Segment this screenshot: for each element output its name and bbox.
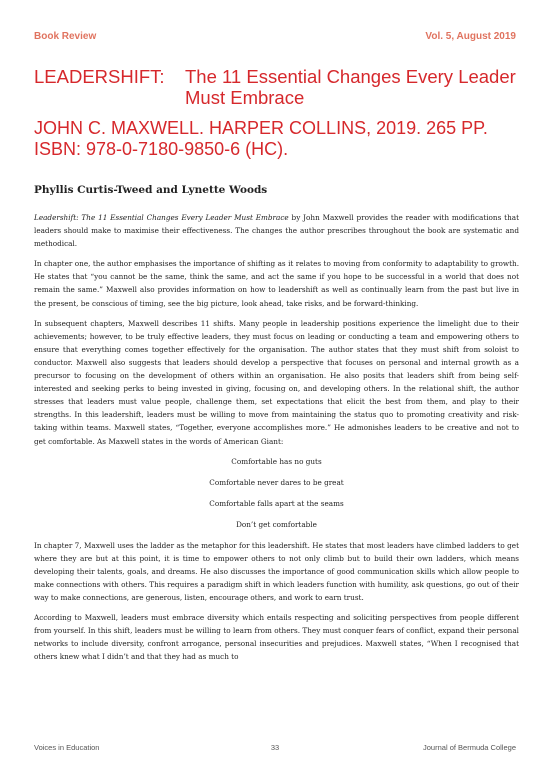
title-label: LEADERSHIFT: (34, 66, 165, 87)
poem-line: Comfortable has no guts (231, 456, 322, 466)
paragraph-5: According to Maxwell, leaders must embrace diversity which entails respecting and soliciting perspectives from people different from yourself. In this shift, leaders must be willing to learn from others. They must conquer fears of conflict, expand their personal networks to include diversity, confront arrogance, personal insecurities and prejudices. Maxwell states, “When I recognised that others knew what I didn’t and that they had as much to (34, 613, 519, 662)
review-authors: Phyllis Curtis-Tweed and Lynette Woods (34, 184, 268, 196)
paragraph-1-text: by John Maxwell provides the reader with modifications that leaders should make to maximise their effectiveness. The changes the author prescribes throughout the book are systematic and methodical. (34, 213, 519, 249)
review-body (34, 211, 519, 670)
volume-label: Vol. 5, August 2019 (425, 31, 516, 42)
paragraph-2: In chapter one, the author emphasises the importance of shifting as it relates to moving from conformity to adaptability to growth. He states that “you cannot be the same, think the same, and act the same if you hope to be successful in a world that does not remain the same.” Maxwell also provides information on how to leadershift as well as continually learn from the past but live in the present, be conscious of timing, see the big picture, look ahead, take risks, and be forward-thinking. (34, 259, 519, 308)
footer-journal: Journal of Bermuda College (423, 743, 516, 752)
footer-publication: Voices in Education (34, 743, 100, 752)
section-label: Book Review (34, 31, 97, 42)
book-title-inline: Leadershift: The 11 Essential Changes Every Leader Must Embrace (34, 213, 289, 222)
page-number: 33 (270, 743, 280, 752)
poem-line: Comfortable never dares to be great (209, 477, 344, 487)
poem-line: Comfortable falls apart at the seams (209, 498, 344, 508)
paragraph-4: In chapter 7, Maxwell uses the ladder as the metaphor for this leadershift. He states that most leaders have climbed ladders to get where they are but at this point, it is time to empower others to not only climb but to build their own ladders, which means developing their talents, goals, and dreams. He also discusses the importance of good communication skills which allow people to make connections with others. This requires a paradigm shift in which leaders function with humility, ask questions, go out of their way to make connections, are generous, listen, encourage others, and work to earn trust. (34, 540, 519, 602)
title-text: The 11 Essential Changes Every Leader Must Embrace (185, 66, 516, 108)
book-citation: JOHN C. MAXWELL. HARPER COLLINS, 2019. 265 PP. ISBN: 978-0-7180-9850-6 (HC). (34, 118, 488, 159)
poem-line: Don’t get comfortable (236, 519, 317, 529)
paragraph-3: In subsequent chapters, Maxwell describes 11 shifts. Many people in leadership positions experience the limelight due to their achievements; however, to be truly effective leaders, they must focus on leading or conducting a team and empowering others to ensure that everything comes together effectively for the organisation. The author states that they must shift from soloist to conductor. Maxwell also suggests that leaders should develop a perspective that focuses on personal and internal growth as a precursor to focusing on the development of others within an organisation. He also posits that leaders shift from being self-interested and seeking perks to being invested in giving, focusing on, and developing others. In the relational shift, the author stresses that leaders must value people, challenge them, set expectations that elicit the best from them, and play to their strengths. In this leadershift, leaders must be willing to move from maintaining the status quo to promoting creativity and risk-taking within teams. Maxwell states, “Together, everyone accomplishes more.” He admonishes leaders to be creative and not to get comfortable. As Maxwell states in the words of American Giant: (34, 318, 519, 446)
paragraph-1 (34, 211, 519, 250)
book-title (34, 66, 524, 108)
